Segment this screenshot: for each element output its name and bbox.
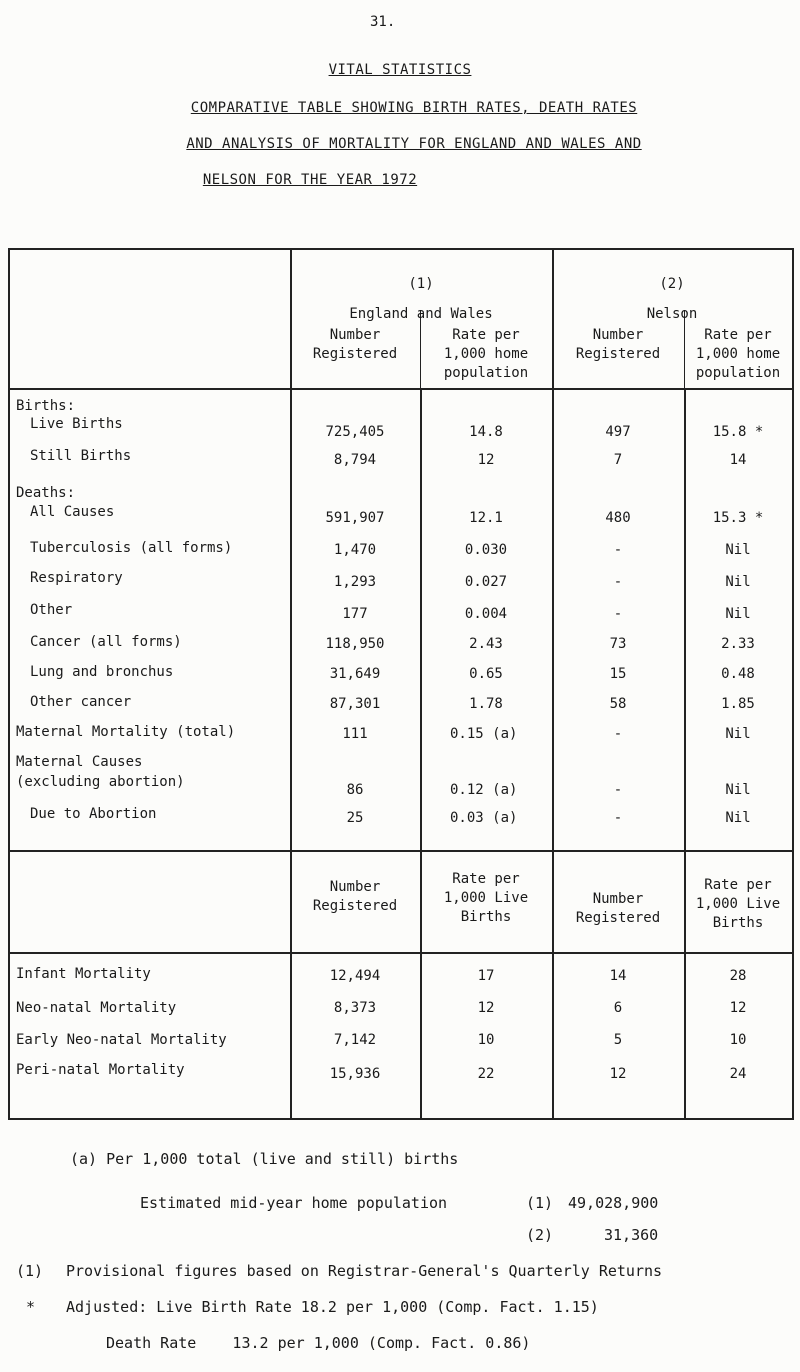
note-pop1-value: 49,028,900 [568,1194,659,1212]
note-pop2-key: (2) [526,1226,554,1244]
header-ew-number-registered: Number Registered [312,327,398,362]
col2-number: (2) [659,276,685,292]
col2-name: Nelson [646,306,698,322]
note-provisional-key: (1) [16,1262,44,1280]
section-deaths: Deaths: [16,485,76,501]
title-line-4: NELSON FOR THE YEAR 1972 [202,172,418,188]
header2-ew-rate: Rate per 1,000 Live Births [443,871,529,925]
col1-number: (1) [408,276,434,292]
header-nelson-number-registered: Number Registered [575,327,661,362]
title-line-3: AND ANALYSIS OF MORTALITY FOR ENGLAND AND WALES AND [186,136,642,152]
note-pop1-key: (1) [526,1194,554,1212]
page-number: 31. [370,14,396,30]
title-line-2: COMPARATIVE TABLE SHOWING BIRTH RATES, DEATH RATES [190,100,638,116]
header-nelson-rate: Rate per 1,000 home population [695,327,781,381]
note-pop2-value: 31,360 [604,1226,659,1244]
header2-nelson-number-registered: Number Registered [575,891,661,926]
note-adjusted: Adjusted: Live Birth Rate 18.2 per 1,000 (Comp. Fact. 1.15) [66,1298,599,1316]
note-population-label: Estimated mid-year home population [140,1194,448,1212]
col1-name: England and Wales [349,306,493,322]
note-provisional: Provisional figures based on Registrar-General's Quarterly Returns [66,1262,663,1280]
note-adjusted-star: * [26,1298,36,1316]
header2-ew-number-registered: Number Registered [312,879,398,914]
header-ew-rate: Rate per 1,000 home population [443,327,529,381]
note-a: (a) Per 1,000 total (live and still) births [70,1150,459,1168]
title-vital-statistics: VITAL STATISTICS [328,62,472,78]
section-births: Births: [16,398,76,414]
note-death-rate: Death Rate 13.2 per 1,000 (Comp. Fact. 0.86) [106,1334,531,1352]
header2-nelson-rate: Rate per 1,000 Live Births [695,877,781,931]
